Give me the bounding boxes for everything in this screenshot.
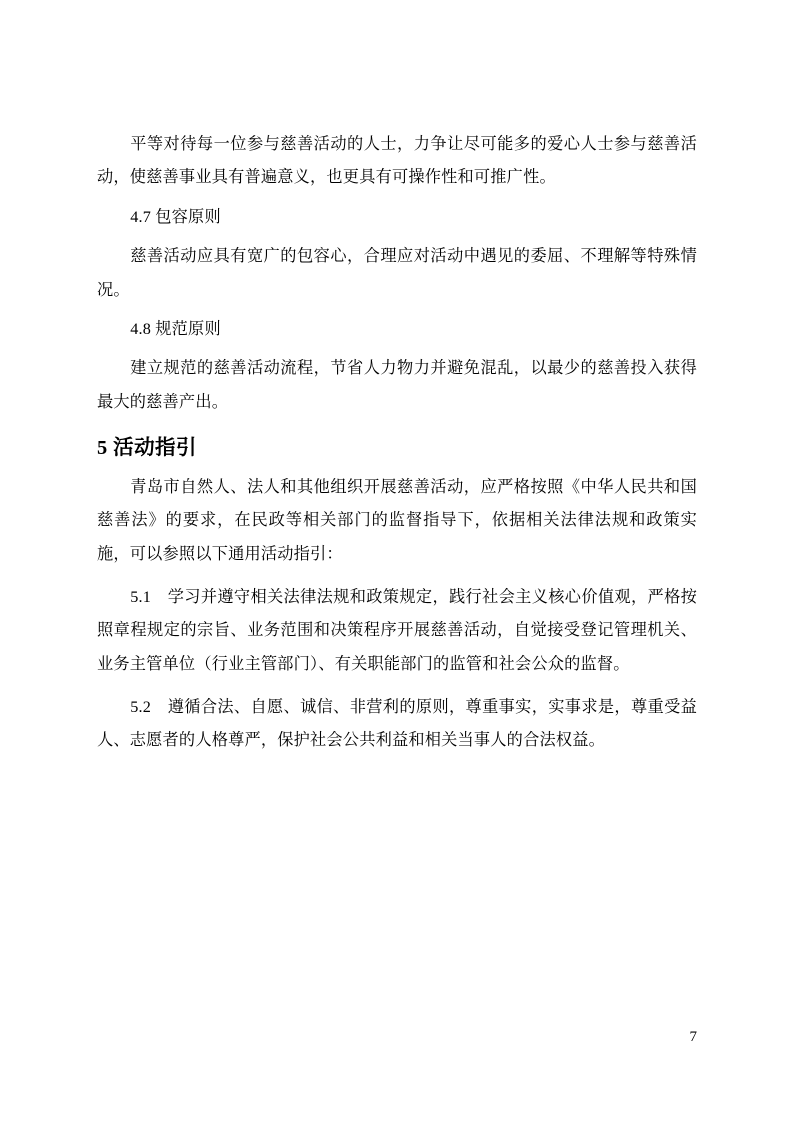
heading-4-8: 4.8 规范原则 <box>130 319 221 338</box>
heading-4-7: 4.7 包容原则 <box>130 207 221 226</box>
section-heading-5: 5 活动指引 <box>97 437 197 459</box>
spacer <box>97 681 697 691</box>
paragraph-5-2: 5.2 遵循合法、自愿、诚信、非营利的原则，尊重事实，实事求是，尊重受益人、志愿者的人格尊严，保护社会公共利益和相关当事人的合法权益。 <box>97 698 697 750</box>
paragraph-4-7-body: 慈善活动应具有宽广的包容心，合理应对活动中遇见的委屈、不理解等特殊情况。 <box>97 247 697 299</box>
paragraph-4-8-body: 建立规范的慈善活动流程，节省人力物力并避免混乱，以最少的慈善投入获得最大的慈善产出。 <box>97 359 697 411</box>
paragraph-equal-treatment: 平等对待每一位参与慈善活动的人士，力争让尽可能多的爱心人士参与慈善活动，使慈善事业具有普遍意义，也更具有可操作性和可推广性。 <box>97 135 697 187</box>
paragraph-section-5-intro: 青岛市自然人、法人和其他组织开展慈善活动，应严格按照《中华人民共和国慈善法》的要求，在民政等相关部门的监督指导下，依据相关法律法规和政策实施，可以参照以下通用活动指引： <box>97 477 697 563</box>
paragraph-5-1: 5.1 学习并遵守相关法律法规和政策规定，践行社会主义核心价值观，严格按照章程规定的宗旨、业务范围和决策程序开展慈善活动，自觉接受登记管理机关、业务主管单位（行业主管部门）、有关职能部门的监管和社会公众的监督。 <box>97 587 697 673</box>
page-number: 7 <box>689 1029 697 1045</box>
spacer <box>97 571 697 581</box>
page-body <box>97 128 697 758</box>
